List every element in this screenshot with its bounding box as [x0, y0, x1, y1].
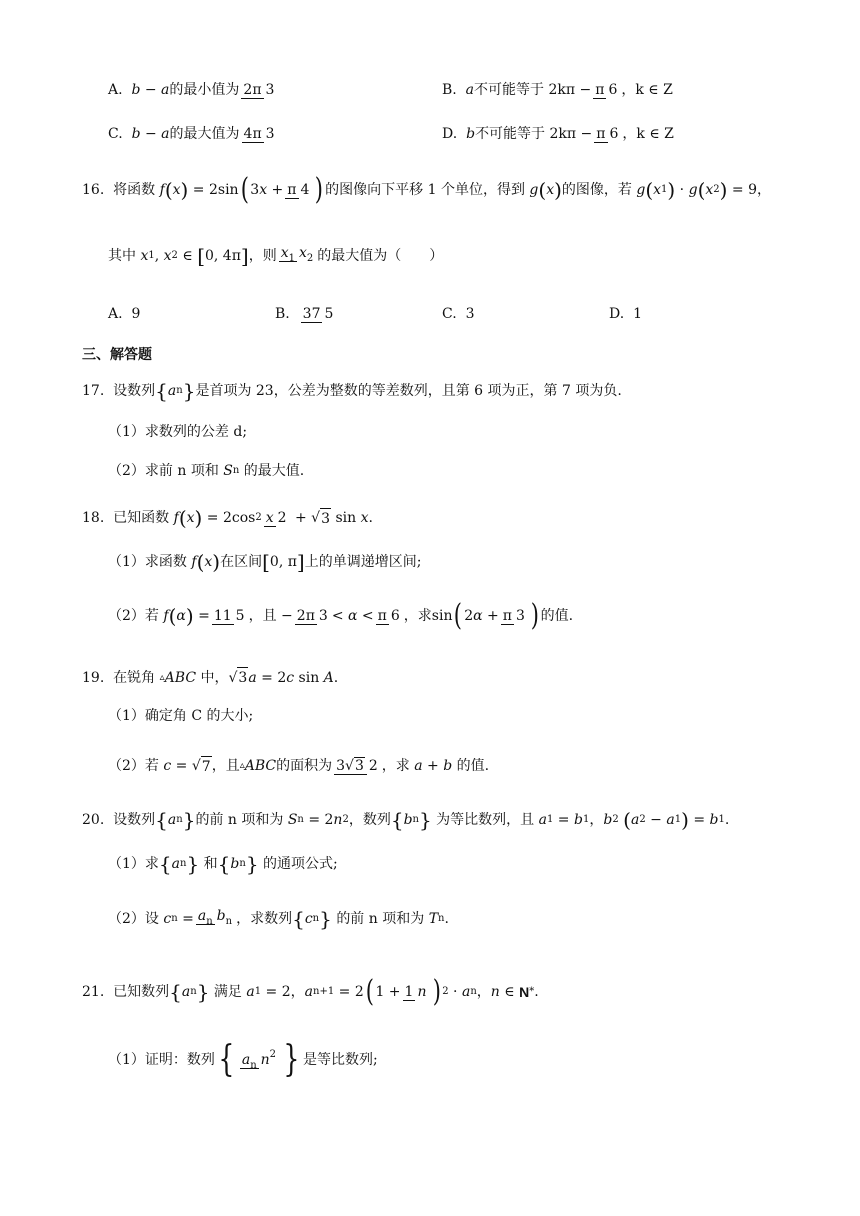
q18-stem: 18. 已知函数 f ( x ) = 2cos 2 x 2 + √ 3 sin x . [82, 506, 373, 530]
q19-stem: 19. 在锐角 ▵ ABC 中， √ 3 a = 2 c sin A . [82, 667, 338, 688]
q16-option-c: C. 3 [442, 306, 475, 322]
q20-part2: （2）设 c n = $a_n$ $b_n$ ，求数列 { c n } 的前 n 项和为 T n . [108, 907, 449, 931]
section-heading: 三、解答题 [82, 346, 152, 362]
q16-option-a: A. 9 [108, 306, 141, 322]
q18-part2: （2）若 f ( α ) = 11 5 ，且 − 2π 3 < α < π 6 ，求 sin ( 2 α + π 3 ) 的值. [108, 598, 574, 633]
q20-stem: 20. 设数列 { a n } 的前 n 项和为 S n = 2 n 2 ，数列 { b n } 为等比数列，且 a 1 = b 1 ， b 2 ( a 2 − a 1 ) = b 1 . [82, 808, 730, 832]
q15-option-c: C. b − a 的最大值为 4π 3 [108, 126, 275, 142]
q17-stem: 17. 设数列 { a n } 是首项为 23，公差为整数的等差数列，且第 6 项为正，第 7 项为负. [82, 379, 622, 403]
q18-part1: （1）求函数 f ( x ) 在区间 [ 0, π ] 上的单调递增区间; [108, 550, 422, 574]
q16-stem-line1: 16. 将函数 f ( x ) = 2sin ( 3 x + π 4 ) 的图像向下平移 1 个单位，得到 g ( x ) 的图像，若 g ( x 1 ) · g ( x 2 ) = 9， [82, 172, 772, 207]
q16-option-d: D. 1 [609, 306, 643, 322]
q15-option-d: D. b 不可能等于 2kπ − π 6 ，k ∈ Z [442, 126, 674, 142]
q21-part1: （1）证明：数列 { $a_n$ $n^2$ } 是等比数列; [108, 1039, 378, 1080]
q17-part2: （2）求前 n 项和 S n 的最大值. [108, 463, 305, 479]
q19-part2: （2）若 c = √ 7 ，且 ▵ ABC 的面积为 3√3 2 ，求 a + b 的值. [108, 744, 489, 788]
q19-part1: （1）确定角 C 的大小; [108, 708, 254, 724]
q15-option-a: A. b − a 的最小值为 2π 3 [108, 82, 275, 98]
q17-part1: （1）求数列的公差 d; [108, 424, 248, 440]
q21-stem: 21. 已知数列 { a n } 满足 a 1 = 2 ， a n+1 = 2 ( 1 + 1 n ) 2 · a n ， n ∈ N * . [82, 974, 539, 1009]
q16-stem-line2: 其中 x 1 , x 2 ∈ [ 0, 4π ] ，则 $x_1$ $x_2$ 的最大值为（ ） [108, 244, 444, 268]
q15-option-b: B. a 不可能等于 2kπ − π 6 ，k ∈ Z [442, 82, 673, 98]
q16-option-b: B. 37 5 [275, 306, 334, 322]
q20-part1: （1）求 { a n } 和 { b n } 的通项公式; [108, 852, 338, 876]
